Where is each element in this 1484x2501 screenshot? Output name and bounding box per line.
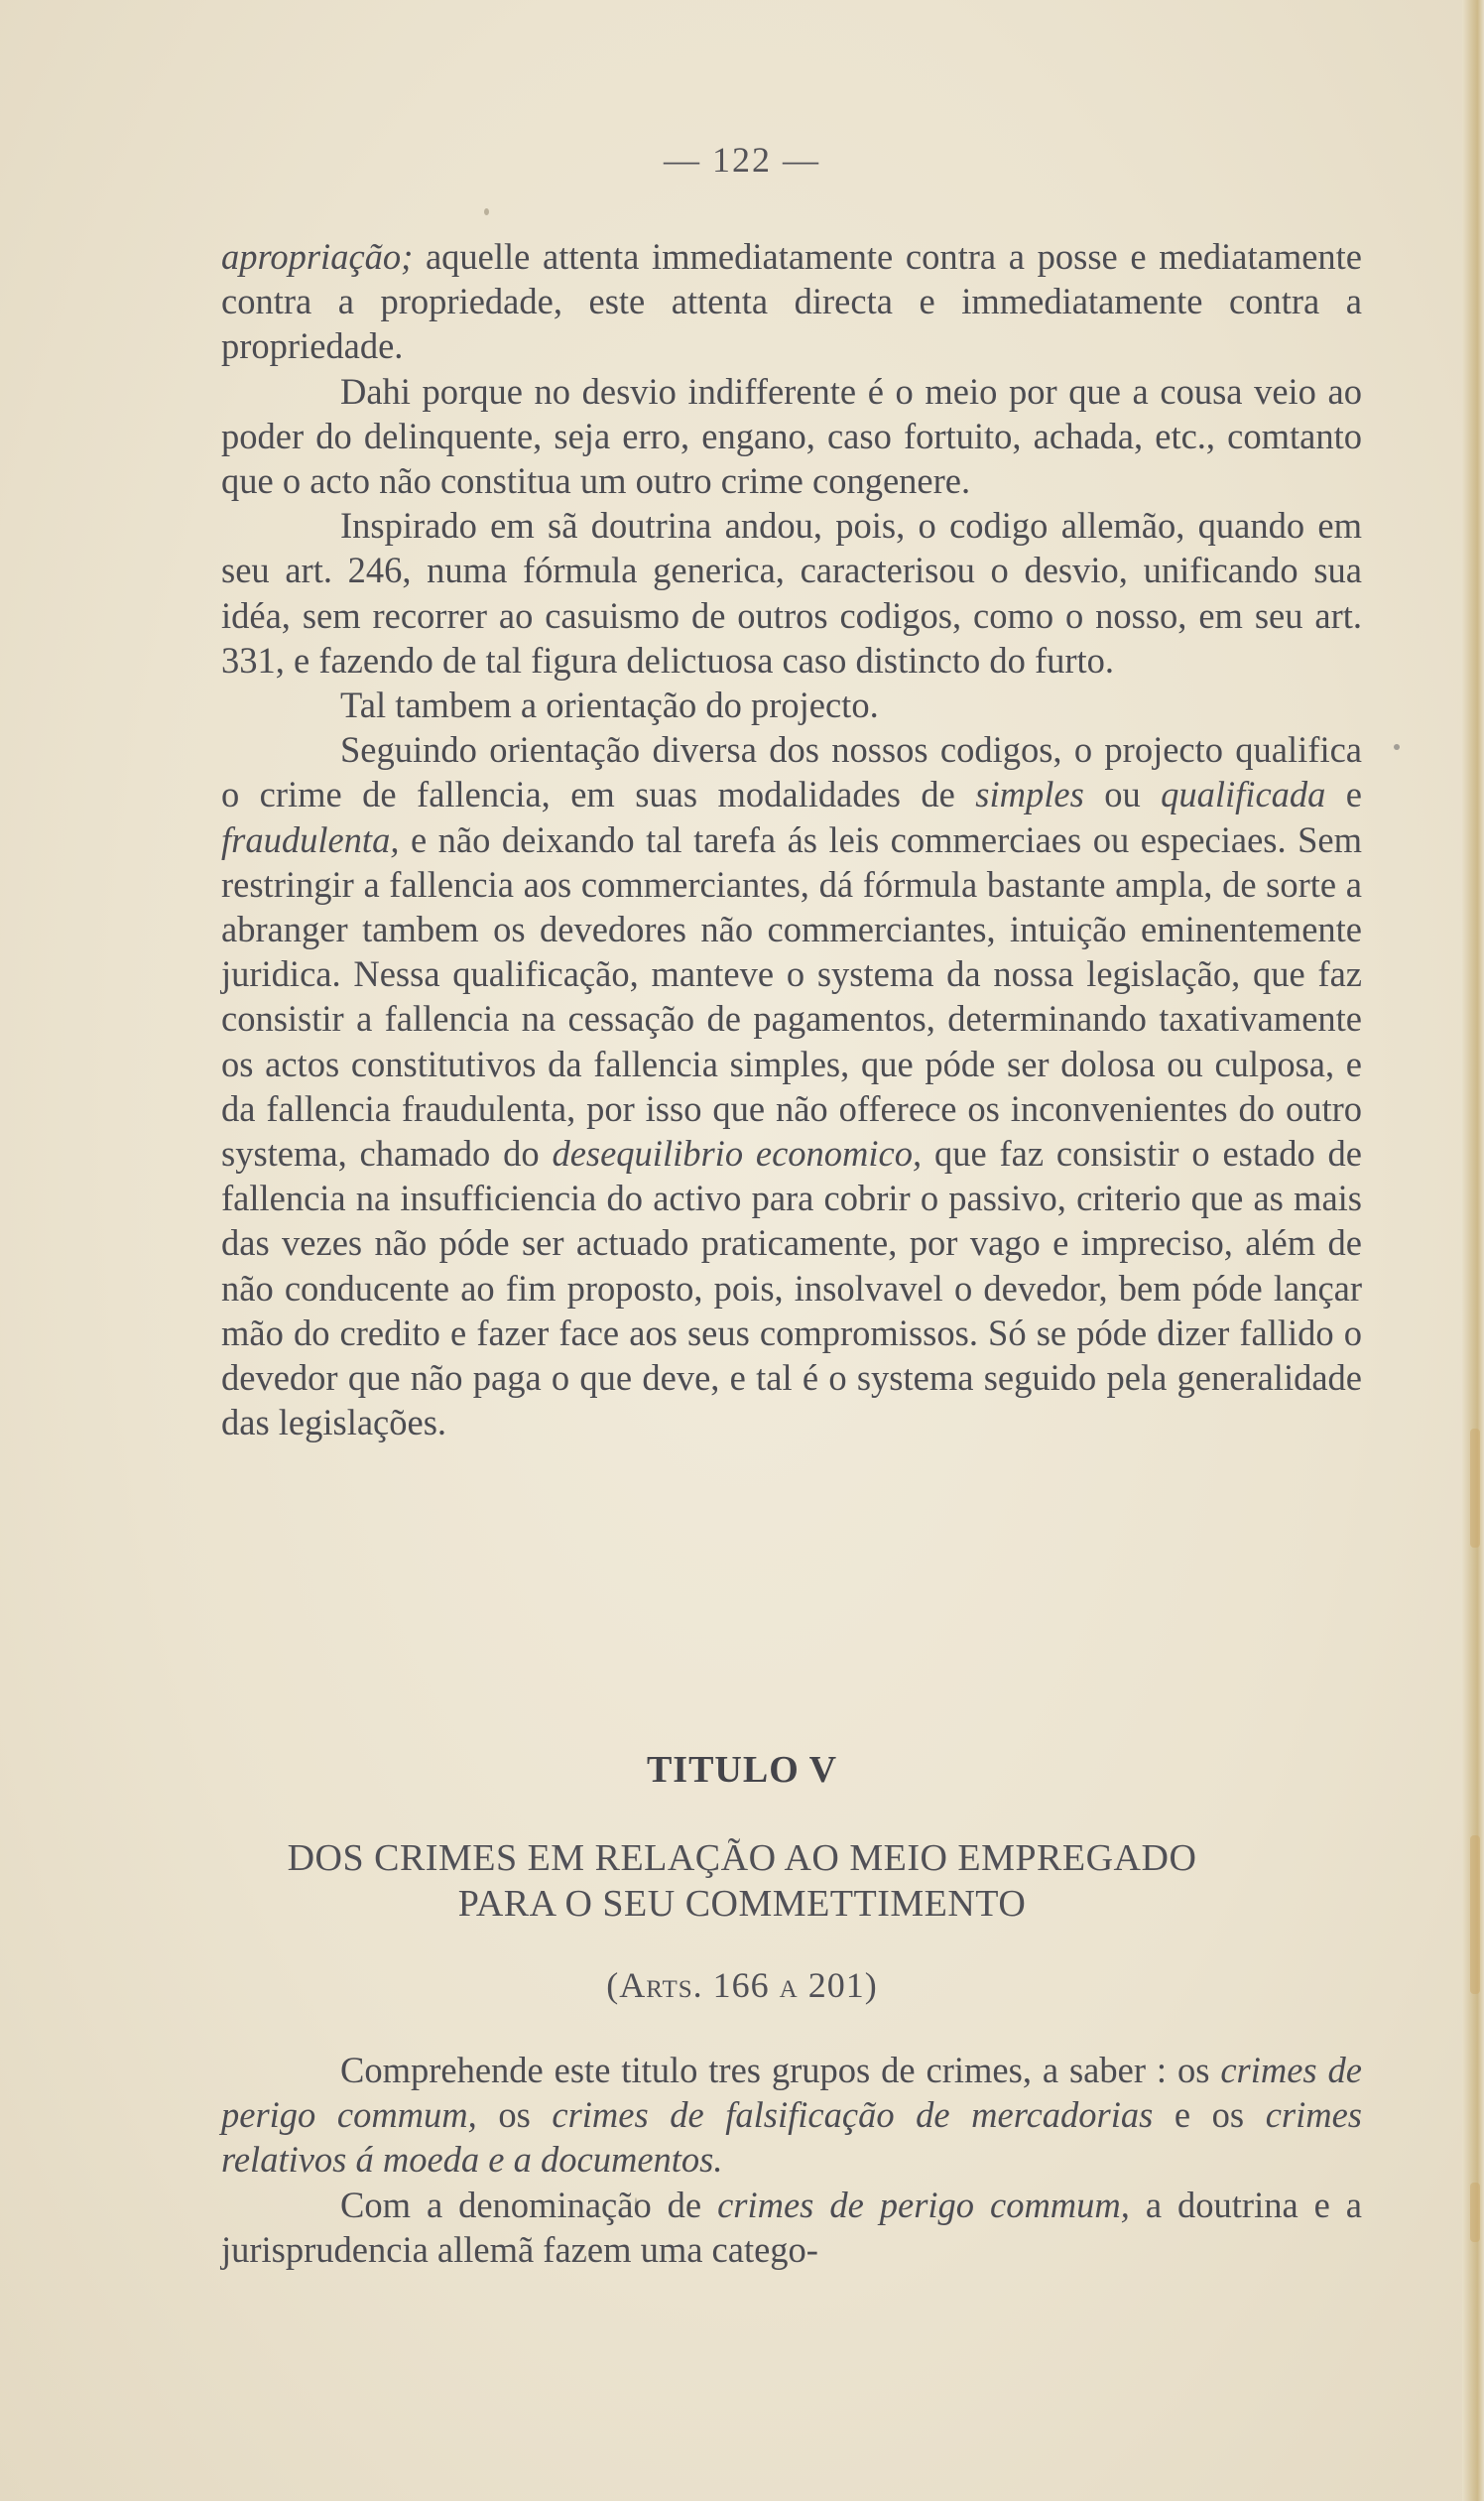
paragraph: [221, 2183, 1362, 2272]
italic-term: crimes de perigo commum,: [221, 2050, 1362, 2136]
articles-open: (: [606, 1965, 620, 2005]
page-number: — 122 —: [664, 140, 820, 180]
paragraph: [221, 727, 1362, 1444]
paragraph: [221, 2048, 1362, 2183]
articles-connector: a: [779, 1965, 799, 2005]
paragraph: Tal tambem a orientação do projecto.: [340, 685, 879, 726]
paragraph-text: e não deixando tal tarefa ás leis commerciaes ou especiaes. Sem restringir a fallencia aos commerciantes, dá fórmula bastante ampla, de sorte a abranger tambem os devedores não commerciantes, intuição eminentemente juridica. Nessa qualificação, manteve o systema da nossa legislação, que faz consistir a fallencia na cessação de pagamentos, determinando taxativamente os actos constitutivos da fallencia simples, que póde ser dolosa ou culposa, e da fallencia fraudulenta, por isso que não offerece os inconvenientes do outro systema, chamado do: [221, 818, 1362, 1175]
paragraph-text: Com a denominação de: [340, 2184, 718, 2225]
italic-term: crimes de perigo commum,: [717, 2184, 1130, 2225]
italic-term: qualificada: [1161, 774, 1326, 815]
articles-to: 201): [798, 1965, 878, 2005]
articles-from: 166: [702, 1965, 780, 2005]
body-text-top: [221, 234, 1362, 1444]
articles-label: Arts.: [619, 1965, 703, 2005]
italic-term: simples: [975, 774, 1084, 815]
italic-term: fraudulenta,: [221, 818, 400, 860]
italic-term: desequilibrio economico,: [552, 1133, 923, 1175]
articles-range: [0, 1964, 1484, 2006]
paragraph-text: que faz consistir o estado de fallencia na insufficiencia do activo para cobrir o passivo, criterio que as mais das vezes não póde ser actuado praticamente, por vago e impreciso, além de não conducente ao fim proposto, pois, insolvavel o devedor, bem póde lançar mão do credito e fazer face aos seus compromissos. Só se póde dizer fallido o devedor que não paga o que deve, e tal é o systema seguido pela generalidade das legislações.: [221, 1133, 1362, 1443]
page-edge: [1462, 0, 1484, 2501]
paragraph-text: e os: [1153, 2094, 1266, 2136]
paragraph-text: Seguindo orientação diversa dos nossos codigos, o projecto qualifica o crime de fallencia, em suas modalidades de: [221, 729, 1362, 815]
paragraph: Inspirado em sã doutrina andou, pois, o codigo allemão, quando em seu art. 246, numa fórmula generica, caracterisou o desvio, unificando sua idéa, sem recorrer ao casuismo de outros codigos, como o nosso, em seu art. 331, e fazendo de tal figura delictuosa caso distincto do furto.: [221, 505, 1362, 681]
edge-stain: [1470, 2183, 1480, 2242]
paragraph-text: e: [1325, 774, 1363, 815]
paper-speck: [1394, 744, 1400, 750]
section-subtitle: [0, 1835, 1484, 1927]
body-text-bottom: [221, 2048, 1362, 2272]
paragraph-text: a doutrina e a jurisprudencia allemã fazem uma catego-: [221, 2184, 1362, 2270]
section-subtitle-line: DOS CRIMES EM RELAÇÃO AO MEIO EMPREGADO: [287, 1837, 1197, 1879]
section-title: TITULO V: [646, 1749, 838, 1791]
paragraph-text: aquelle attenta immediatamente contra a posse e mediatamente contra a propriedade, este attenta directa e immediatamente contra a propriedade.: [221, 236, 1362, 367]
paragraph: Dahi porque no desvio indifferente é o meio por que a cousa veio ao poder do delinquente, seja erro, engano, caso fortuito, achada, etc., comtanto que o acto não constitua um outro crime congenere.: [221, 370, 1362, 502]
paragraph-text: os: [476, 2094, 553, 2136]
italic-term: apropriação;: [221, 236, 414, 277]
italic-term: crimes de falsificação de mercadorias: [552, 2094, 1154, 2136]
paragraph-text: Comprehende este titulo tres grupos de crimes, a saber : os: [340, 2050, 1221, 2090]
section-subtitle-line: PARA O SEU COMMETTIMENTO: [457, 1883, 1027, 1925]
edge-stain: [1470, 1429, 1480, 1548]
paper-speck: [484, 208, 489, 215]
paragraph: [221, 234, 1362, 369]
paragraph-text: ou: [1083, 774, 1162, 815]
italic-term: crimes relativos á moeda e a documentos.: [221, 2094, 1362, 2181]
